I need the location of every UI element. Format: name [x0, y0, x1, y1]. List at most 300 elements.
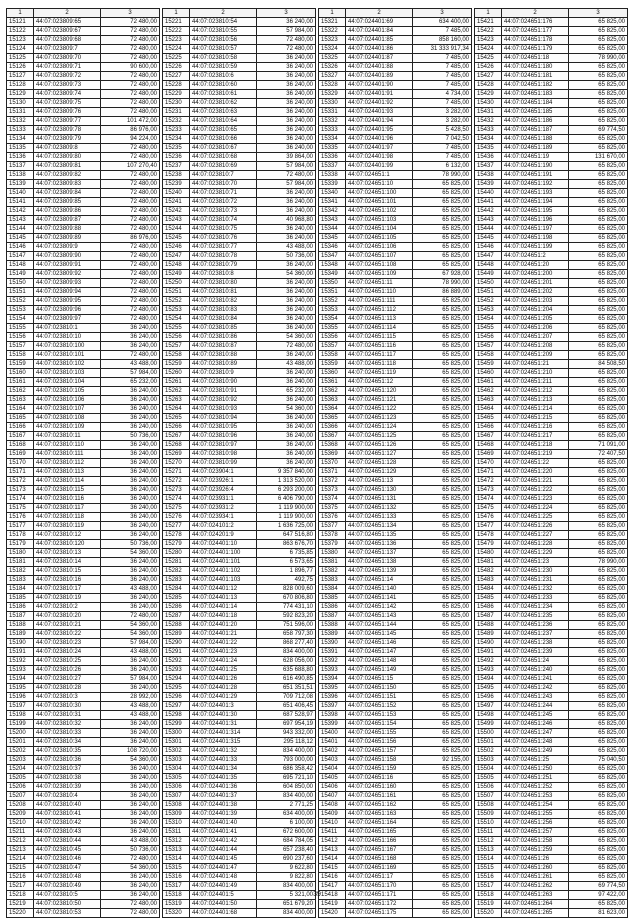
table-row	[475, 855, 628, 864]
cadastral-value: 131 670,00	[569, 153, 628, 162]
cadastral-value: 5 321,00	[257, 891, 316, 900]
table-row	[319, 855, 472, 864]
row-number: 15237	[163, 162, 190, 171]
table-row	[475, 909, 628, 918]
cadastral-number: 44:07:023810:60	[190, 81, 257, 90]
cadastral-number: 44:07:024651:13	[346, 477, 413, 486]
table-row	[163, 360, 316, 369]
cadastral-number: 44:07:024651:231	[502, 576, 569, 585]
cadastral-number: 44:07:024651:142	[346, 603, 413, 612]
cadastral-number: 44:07:023809:80	[34, 153, 101, 162]
table-row	[7, 639, 160, 648]
row-number: 15177	[7, 522, 34, 531]
row-number: 15420	[319, 909, 346, 918]
cadastral-value: 65 825,00	[569, 378, 628, 387]
cadastral-number: 44:07:023810:97	[190, 441, 257, 450]
cadastral-number: 44:07:024651:253	[502, 792, 569, 801]
row-number: 15410	[319, 819, 346, 828]
cadastral-number: 44:07:024651:198	[502, 234, 569, 243]
row-number: 15228	[163, 81, 190, 90]
cadastral-value: 57 984,00	[257, 162, 316, 171]
row-number: 15198	[7, 711, 34, 720]
table-row	[7, 279, 160, 288]
cadastral-number: 44:07:023809:83	[34, 180, 101, 189]
cadastral-number: 44:07:024651:189	[502, 144, 569, 153]
cadastral-number: 44:07:023810:30	[34, 702, 101, 711]
cadastral-value: 65 825,00	[569, 765, 628, 774]
cadastral-number: 44:07:024651:112	[346, 306, 413, 315]
cadastral-number: 44:07:023810:42	[34, 819, 101, 828]
table-row	[475, 657, 628, 666]
cadastral-number: 44:07:024651:18	[502, 54, 569, 63]
cadastral-value: 7 485,00	[413, 153, 472, 162]
cadastral-number: 44:07:023809:78	[34, 126, 101, 135]
cadastral-number: 44:07:023810:31	[34, 711, 101, 720]
row-number: 15399	[319, 720, 346, 729]
cadastral-number: 44:07:023810:75	[190, 225, 257, 234]
cadastral-number: 44:07:024651:263	[502, 891, 569, 900]
cadastral-value: 4 734,00	[413, 90, 472, 99]
row-number: 15174	[7, 495, 34, 504]
row-number: 15189	[7, 630, 34, 639]
cadastral-value: 36 240,00	[257, 432, 316, 441]
row-number: 15216	[7, 873, 34, 882]
cadastral-number: 44:07:024401:101	[190, 558, 257, 567]
cadastral-value: 65 825,00	[413, 225, 472, 234]
table-row	[319, 846, 472, 855]
cadastral-number: 44:07:024651:204	[502, 306, 569, 315]
table-row	[475, 72, 628, 81]
cadastral-value: 65 825,00	[413, 387, 472, 396]
cadastral-number: 44:07:024651:258	[502, 837, 569, 846]
table-row	[163, 774, 316, 783]
cadastral-number: 44:07:024651:105	[346, 234, 413, 243]
cadastral-number: 44:07:024651:130	[346, 486, 413, 495]
cadastral-number: 44:07:024401:99	[346, 162, 413, 171]
cadastral-value: 65 825,00	[569, 477, 628, 486]
cadastral-value: 72 480,00	[257, 45, 316, 54]
cadastral-number: 44:07:024651:222	[502, 486, 569, 495]
table-row	[475, 324, 628, 333]
cadastral-value: 86 889,00	[413, 288, 472, 297]
row-number: 15360	[319, 369, 346, 378]
cadastral-number: 44:07:023810:91	[190, 387, 257, 396]
cadastral-number: 44:07:024401:18	[190, 612, 257, 621]
cadastral-number: 44:07:024651:164	[346, 819, 413, 828]
row-number: 15516	[475, 873, 502, 882]
cadastral-value: 65 825,00	[569, 324, 628, 333]
cadastral-number: 44:07:023810:116	[34, 495, 101, 504]
cadastral-value: 65 825,00	[413, 207, 472, 216]
cadastral-number: 44:07:024651:224	[502, 504, 569, 513]
cadastral-value: 57 984,00	[257, 180, 316, 189]
cadastral-value: 65 825,00	[413, 612, 472, 621]
cadastral-value: 65 825,00	[413, 702, 472, 711]
cadastral-value: 592 823,20	[257, 612, 316, 621]
cadastral-number: 44:07:024651:260	[502, 864, 569, 873]
table-row	[7, 207, 160, 216]
cadastral-number: 44:07:023810:90	[190, 378, 257, 387]
cadastral-number: 44:07:023810:88	[190, 351, 257, 360]
cadastral-number: 44:07:024401:93	[346, 108, 413, 117]
table-row	[163, 594, 316, 603]
row-number: 15507	[475, 792, 502, 801]
cadastral-value: 65 825,00	[413, 585, 472, 594]
cadastral-number: 44:07:023810:46	[34, 855, 101, 864]
row-number: 15409	[319, 810, 346, 819]
cadastral-number: 44:07:024401:86	[346, 45, 413, 54]
table-row	[163, 63, 316, 72]
table-row	[163, 54, 316, 63]
cadastral-value: 65 825,00	[569, 666, 628, 675]
table-row	[7, 621, 160, 630]
cadastral-value: 65 825,00	[569, 171, 628, 180]
cadastral-value: 36 240,00	[257, 189, 316, 198]
row-number: 15362	[319, 387, 346, 396]
cadastral-number: 44:07:024651:140	[346, 585, 413, 594]
row-number: 15163	[7, 396, 34, 405]
cadastral-value: 72 480,00	[101, 90, 160, 99]
cadastral-number: 44:07:023810:1	[34, 324, 101, 333]
cadastral-number: 44:07:024651:247	[502, 729, 569, 738]
table-row	[475, 243, 628, 252]
table-row	[319, 567, 472, 576]
cadastral-value: 36 240,00	[101, 396, 160, 405]
table-row	[475, 558, 628, 567]
cadastral-number: 44:07:024651:190	[502, 162, 569, 171]
row-number: 15135	[7, 144, 34, 153]
table-row	[475, 675, 628, 684]
cadastral-value: 36 240,00	[101, 801, 160, 810]
row-number: 15452	[475, 297, 502, 306]
row-number: 15276	[163, 513, 190, 522]
row-number: 15179	[7, 540, 34, 549]
table-row	[475, 135, 628, 144]
cadastral-value: 651 679,20	[257, 900, 316, 909]
cadastral-value: 90 600,00	[101, 63, 160, 72]
cadastral-value: 65 825,00	[413, 828, 472, 837]
cadastral-value: 36 240,00	[101, 495, 160, 504]
row-number: 15173	[7, 486, 34, 495]
table-row	[163, 90, 316, 99]
cadastral-value: 65 825,00	[569, 468, 628, 477]
cadastral-value: 57 984,00	[257, 27, 316, 36]
cadastral-number: 44:07:024651:16	[346, 774, 413, 783]
cadastral-value: 65 825,00	[413, 576, 472, 585]
table-row	[475, 738, 628, 747]
row-number: 15266	[163, 423, 190, 432]
cadastral-number: 44:07:023926:4	[190, 486, 257, 495]
cadastral-number: 44:07:023810:38	[34, 774, 101, 783]
cadastral-number: 44:07:024651:187	[502, 126, 569, 135]
row-number: 15490	[475, 639, 502, 648]
table-row	[163, 306, 316, 315]
cadastral-number: 44:07:024651:156	[346, 738, 413, 747]
table-row	[475, 882, 628, 891]
cadastral-number: 44:07:024401:38	[190, 801, 257, 810]
cadastral-number: 44:07:024651:251	[502, 774, 569, 783]
table-row	[163, 252, 316, 261]
row-number: 15463	[475, 396, 502, 405]
cadastral-number: 44:07:024651:240	[502, 666, 569, 675]
cadastral-value: 50 736,00	[101, 432, 160, 441]
row-number: 15498	[475, 711, 502, 720]
cadastral-value: 65 825,00	[569, 819, 628, 828]
cadastral-number: 44:07:024651:213	[502, 396, 569, 405]
cadastral-number: 44:07:024401:49	[190, 882, 257, 891]
cadastral-value: 65 825,00	[413, 216, 472, 225]
cadastral-number: 44:07:024651:210	[502, 369, 569, 378]
row-number: 15329	[319, 90, 346, 99]
table-row	[475, 126, 628, 135]
row-number: 15257	[163, 342, 190, 351]
cadastral-value: 36 240,00	[101, 828, 160, 837]
cadastral-value: 628 056,00	[257, 657, 316, 666]
table-row	[319, 783, 472, 792]
row-number: 15282	[163, 567, 190, 576]
row-number: 15419	[319, 900, 346, 909]
row-number: 15513	[475, 846, 502, 855]
cadastral-value: 40 968,80	[257, 216, 316, 225]
cadastral-value: 690 237,60	[257, 855, 316, 864]
row-number: 15146	[7, 243, 34, 252]
row-number: 15517	[475, 882, 502, 891]
cadastral-value: 72 480,00	[101, 855, 160, 864]
row-number: 15385	[319, 594, 346, 603]
cadastral-value: 36 240,00	[257, 315, 316, 324]
cadastral-number: 44:07:024651:139	[346, 567, 413, 576]
cadastral-value: 65 825,00	[413, 891, 472, 900]
cadastral-number: 44:07:024651:117	[346, 351, 413, 360]
table-row	[475, 873, 628, 882]
row-number: 15342	[319, 207, 346, 216]
cadastral-value: 65 825,00	[569, 639, 628, 648]
cadastral-value: 43 488,00	[101, 648, 160, 657]
table-row	[7, 306, 160, 315]
row-number: 15299	[163, 720, 190, 729]
cadastral-number: 44:07:023810:100	[34, 342, 101, 351]
row-number: 15221	[163, 18, 190, 27]
cadastral-number: 44:07:023810:71	[190, 189, 257, 198]
table-row	[319, 486, 472, 495]
row-number: 15333	[319, 126, 346, 135]
cadastral-value: 36 240,00	[101, 477, 160, 486]
row-number: 15445	[475, 234, 502, 243]
page-number: 39	[313, 891, 321, 898]
cadastral-number: 44:07:023810:43	[34, 828, 101, 837]
cadastral-number: 44:07:024401:30	[190, 711, 257, 720]
row-number: 15310	[163, 819, 190, 828]
cadastral-value: 107 270,40	[101, 162, 160, 171]
row-number: 15285	[163, 594, 190, 603]
row-number: 15368	[319, 441, 346, 450]
table-row	[475, 441, 628, 450]
row-number: 15171	[7, 468, 34, 477]
cadastral-value: 65 825,00	[413, 252, 472, 261]
row-number: 15129	[7, 90, 34, 99]
cadastral-number: 44:07:023810:36	[34, 756, 101, 765]
cadastral-value: 43 488,00	[101, 585, 160, 594]
table-row	[7, 468, 160, 477]
cadastral-number: 44:07:024651:206	[502, 324, 569, 333]
cadastral-number: 44:07:024401:100	[190, 549, 257, 558]
cadastral-value: 65 825,00	[413, 747, 472, 756]
table-row	[319, 468, 472, 477]
table-row	[475, 630, 628, 639]
table-row	[163, 297, 316, 306]
cadastral-value: 1 636 725,00	[257, 522, 316, 531]
cadastral-value: 492,75	[257, 576, 316, 585]
table-row	[7, 612, 160, 621]
cadastral-value: 36 240,00	[101, 882, 160, 891]
table-row	[7, 540, 160, 549]
table-row	[7, 756, 160, 765]
table-row	[163, 765, 316, 774]
row-number: 15427	[475, 72, 502, 81]
cadastral-number: 44:07:024651:163	[346, 810, 413, 819]
cadastral-value: 54 360,00	[101, 756, 160, 765]
row-number: 15349	[319, 270, 346, 279]
cadastral-number: 44:07:024401:36	[190, 783, 257, 792]
row-number: 15247	[163, 252, 190, 261]
row-number: 15165	[7, 414, 34, 423]
cadastral-number: 44:07:023810:108	[34, 414, 101, 423]
table-row	[319, 81, 472, 90]
row-number: 15144	[7, 225, 34, 234]
cadastral-value: 72 480,00	[101, 99, 160, 108]
cadastral-number: 44:07:024651:133	[346, 513, 413, 522]
row-number: 15149	[7, 270, 34, 279]
cadastral-number: 44:07:024401:21	[190, 630, 257, 639]
table-row	[163, 603, 316, 612]
row-number: 15242	[163, 207, 190, 216]
cadastral-value: 65 825,00	[569, 603, 628, 612]
cadastral-value: 65 825,00	[569, 297, 628, 306]
row-number: 15122	[7, 27, 34, 36]
cadastral-number: 44:07:024651:192	[502, 180, 569, 189]
row-number: 15304	[163, 765, 190, 774]
cadastral-number: 44:07:023810:48	[34, 873, 101, 882]
row-number: 15426	[475, 63, 502, 72]
cadastral-number: 44:07:024651:249	[502, 747, 569, 756]
table-row	[163, 432, 316, 441]
row-number: 15236	[163, 153, 190, 162]
row-number: 15232	[163, 117, 190, 126]
table-row	[319, 189, 472, 198]
cadastral-value: 65 825,00	[569, 99, 628, 108]
cadastral-value: 834 400,00	[257, 747, 316, 756]
cadastral-number: 44:07:024401:85	[346, 36, 413, 45]
row-number: 15450	[475, 279, 502, 288]
cadastral-value: 65 825,00	[569, 585, 628, 594]
cadastral-value: 78 990,00	[569, 558, 628, 567]
table-row	[163, 621, 316, 630]
cadastral-value: 36 240,00	[257, 450, 316, 459]
row-number: 15468	[475, 441, 502, 450]
cadastral-value: 36 240,00	[101, 873, 160, 882]
row-number: 15231	[163, 108, 190, 117]
row-number: 15127	[7, 72, 34, 81]
cadastral-number: 44:07:024651:245	[502, 711, 569, 720]
cadastral-number: 44:07:024401:315	[190, 738, 257, 747]
cadastral-number: 44:07:024651:232	[502, 585, 569, 594]
cadastral-value: 65 825,00	[413, 495, 472, 504]
cadastral-number: 44:07:024401:33	[190, 756, 257, 765]
row-number: 15506	[475, 783, 502, 792]
cadastral-number: 44:07:024401:14	[190, 603, 257, 612]
row-number: 15356	[319, 333, 346, 342]
table-row	[475, 369, 628, 378]
cadastral-value: 634 400,00	[257, 810, 316, 819]
table-row	[163, 486, 316, 495]
table-row	[475, 189, 628, 198]
cadastral-value: 54 360,00	[101, 621, 160, 630]
row-number: 15340	[319, 189, 346, 198]
cadastral-value: 72 480,00	[101, 144, 160, 153]
table-row	[7, 387, 160, 396]
cadastral-number: 44:07:023809:90	[34, 252, 101, 261]
table-row	[163, 18, 316, 27]
row-number: 15379	[319, 540, 346, 549]
table-row	[7, 261, 160, 270]
row-number: 15138	[7, 171, 34, 180]
table-row	[7, 216, 160, 225]
cadastral-number: 44:07:024651:225	[502, 513, 569, 522]
cadastral-value: 36 240,00	[101, 738, 160, 747]
table-row	[7, 36, 160, 45]
table-row	[163, 684, 316, 693]
row-number: 15169	[7, 450, 34, 459]
row-number: 15372	[319, 477, 346, 486]
table-row	[319, 900, 472, 909]
row-number: 15175	[7, 504, 34, 513]
table-row	[163, 198, 316, 207]
table-row	[475, 504, 628, 513]
row-number: 15328	[319, 81, 346, 90]
table-row	[319, 594, 472, 603]
table-row	[163, 288, 316, 297]
cadastral-value: 72 480,00	[101, 243, 160, 252]
cadastral-value: 36 240,00	[101, 819, 160, 828]
cadastral-value: 54 360,00	[257, 405, 316, 414]
table-row	[475, 864, 628, 873]
cadastral-value: 65 825,00	[569, 774, 628, 783]
table-row	[319, 819, 472, 828]
cadastral-value: 36 240,00	[257, 108, 316, 117]
table-row	[319, 810, 472, 819]
cadastral-value: 5 428,50	[413, 126, 472, 135]
row-number: 15414	[319, 855, 346, 864]
table-row	[163, 666, 316, 675]
cadastral-value: 65 825,00	[569, 738, 628, 747]
cadastral-number: 44:07:024651:194	[502, 198, 569, 207]
row-number: 15485	[475, 594, 502, 603]
row-number: 15141	[7, 198, 34, 207]
cadastral-number: 44:07:023934:1	[190, 513, 257, 522]
table-row	[475, 639, 628, 648]
table-row	[475, 603, 628, 612]
cadastral-value: 72 480,00	[101, 270, 160, 279]
cadastral-number: 44:07:024401:25	[190, 666, 257, 675]
cadastral-number: 44:07:024651:193	[502, 189, 569, 198]
row-number: 15150	[7, 279, 34, 288]
row-number: 15297	[163, 702, 190, 711]
cadastral-value: 36 240,00	[257, 279, 316, 288]
cadastral-value: 78 990,00	[569, 54, 628, 63]
cadastral-value: 65 825,00	[569, 108, 628, 117]
table-row	[163, 171, 316, 180]
cadastral-number: 44:07:024651:138	[346, 558, 413, 567]
